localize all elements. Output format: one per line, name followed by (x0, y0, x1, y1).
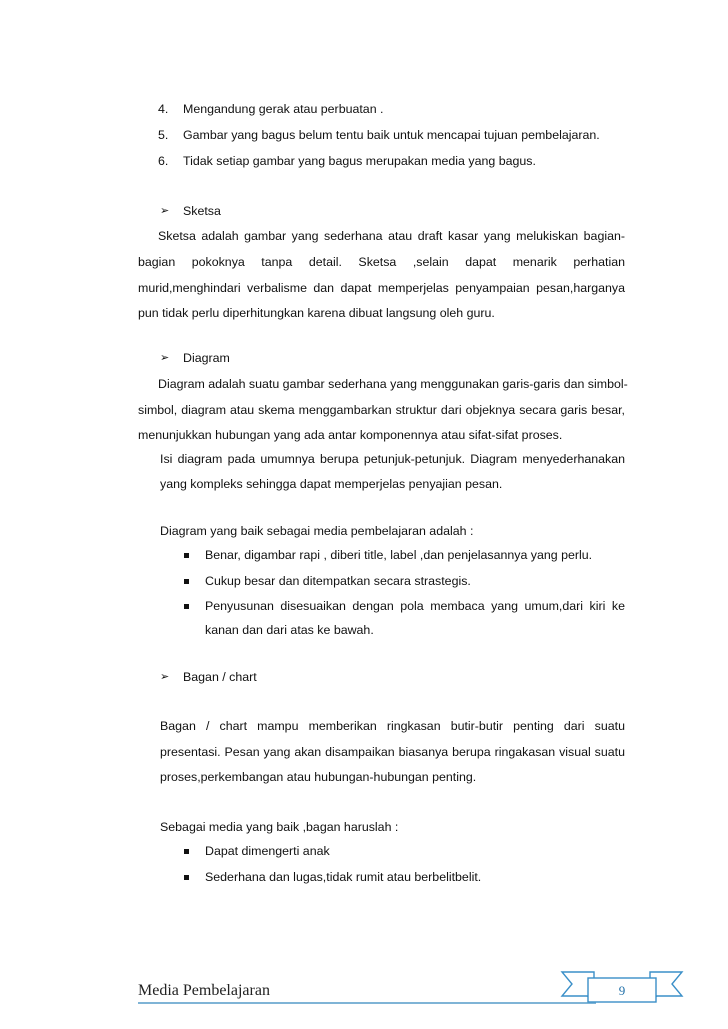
list-item: Tidak setiap gambar yang bagus merupakan media yang bagus. (183, 154, 536, 168)
footer-rule (138, 1002, 596, 1004)
square-bullet-icon (184, 875, 189, 880)
section-heading-sketsa: Sketsa (183, 204, 221, 218)
section-heading-diagram: Diagram (183, 351, 230, 365)
arrow-bullet-icon: ➢ (160, 205, 170, 217)
list-number: 6. (158, 154, 169, 168)
list-number: 4. (158, 102, 169, 116)
list-item: Sederhana dan lugas,tidak rumit atau berbelitbelit. (205, 870, 482, 884)
square-bullet-icon (184, 849, 189, 854)
section-heading-bagan: Bagan / chart (183, 670, 257, 684)
paragraph-line: simbol, diagram atau skema menggambarkan struktur dari objeknya secara garis besar, (138, 403, 625, 417)
list-item: Mengandung gerak atau perbuatan . (183, 102, 384, 116)
list-item: Gambar yang bagus belum tentu baik untuk mencapai tujuan pembelajaran. (183, 128, 600, 142)
paragraph-line: bagian pokoknya tanpa detail. Sketsa ,selain dapat menarik perhatian (138, 255, 625, 269)
square-bullet-icon (184, 553, 189, 558)
paragraph-line: pun tidak perlu diperhitungkan karena dibuat langsung oleh guru. (138, 306, 495, 320)
square-bullet-icon (184, 579, 189, 584)
criteria-intro: Diagram yang baik sebagai media pembelajaran adalah : (160, 524, 474, 538)
square-bullet-icon (184, 604, 189, 609)
list-item: Benar, digambar rapi , diberi title, label ,dan penjelasannya yang perlu. (205, 548, 593, 562)
arrow-bullet-icon: ➢ (160, 671, 170, 683)
arrow-bullet-icon: ➢ (160, 352, 170, 364)
paragraph-line: Sketsa adalah gambar yang sederhana atau draft kasar yang melukiskan bagian- (158, 229, 625, 243)
list-item: kanan dan dari atas ke bawah. (205, 623, 374, 637)
list-item: Dapat dimengerti anak (205, 844, 330, 858)
paragraph-line: menunjukkan hubungan yang ada antar komponennya atau sifat-sifat proses. (138, 428, 563, 442)
list-item: Penyusunan disesuaikan dengan pola membaca yang umum,dari kiri ke (205, 599, 625, 613)
list-item: Cukup besar dan ditempatkan secara strastegis. (205, 574, 471, 588)
footer-title: Media Pembelajaran (138, 982, 270, 999)
paragraph-line: Bagan / chart mampu memberikan ringkasan butir-butir penting dari suatu (160, 719, 625, 733)
page-number-ribbon (560, 966, 684, 1010)
paragraph-line: presentasi. Pesan yang akan disampaikan biasanya berupa ringakasan visual suatu (160, 745, 625, 759)
page-number: 9 (618, 983, 626, 998)
paragraph-line: yang kompleks sehingga dapat memperjelas penyajian pesan. (160, 477, 503, 491)
paragraph-line: Isi diagram pada umumnya berupa petunjuk-petunjuk. Diagram menyederhanakan (160, 452, 625, 466)
paragraph-line: murid,menghindari verbalisme dan dapat memperjelas penyampaian pesan,harganya (138, 281, 625, 295)
criteria-intro: Sebagai media yang baik ,bagan haruslah : (160, 820, 399, 834)
paragraph-line: Diagram adalah suatu gambar sederhana yang menggunakan garis-garis dan simbol- (158, 377, 628, 391)
list-number: 5. (158, 128, 169, 142)
paragraph-line: proses,perkembangan atau hubungan-hubungan penting. (160, 770, 477, 784)
